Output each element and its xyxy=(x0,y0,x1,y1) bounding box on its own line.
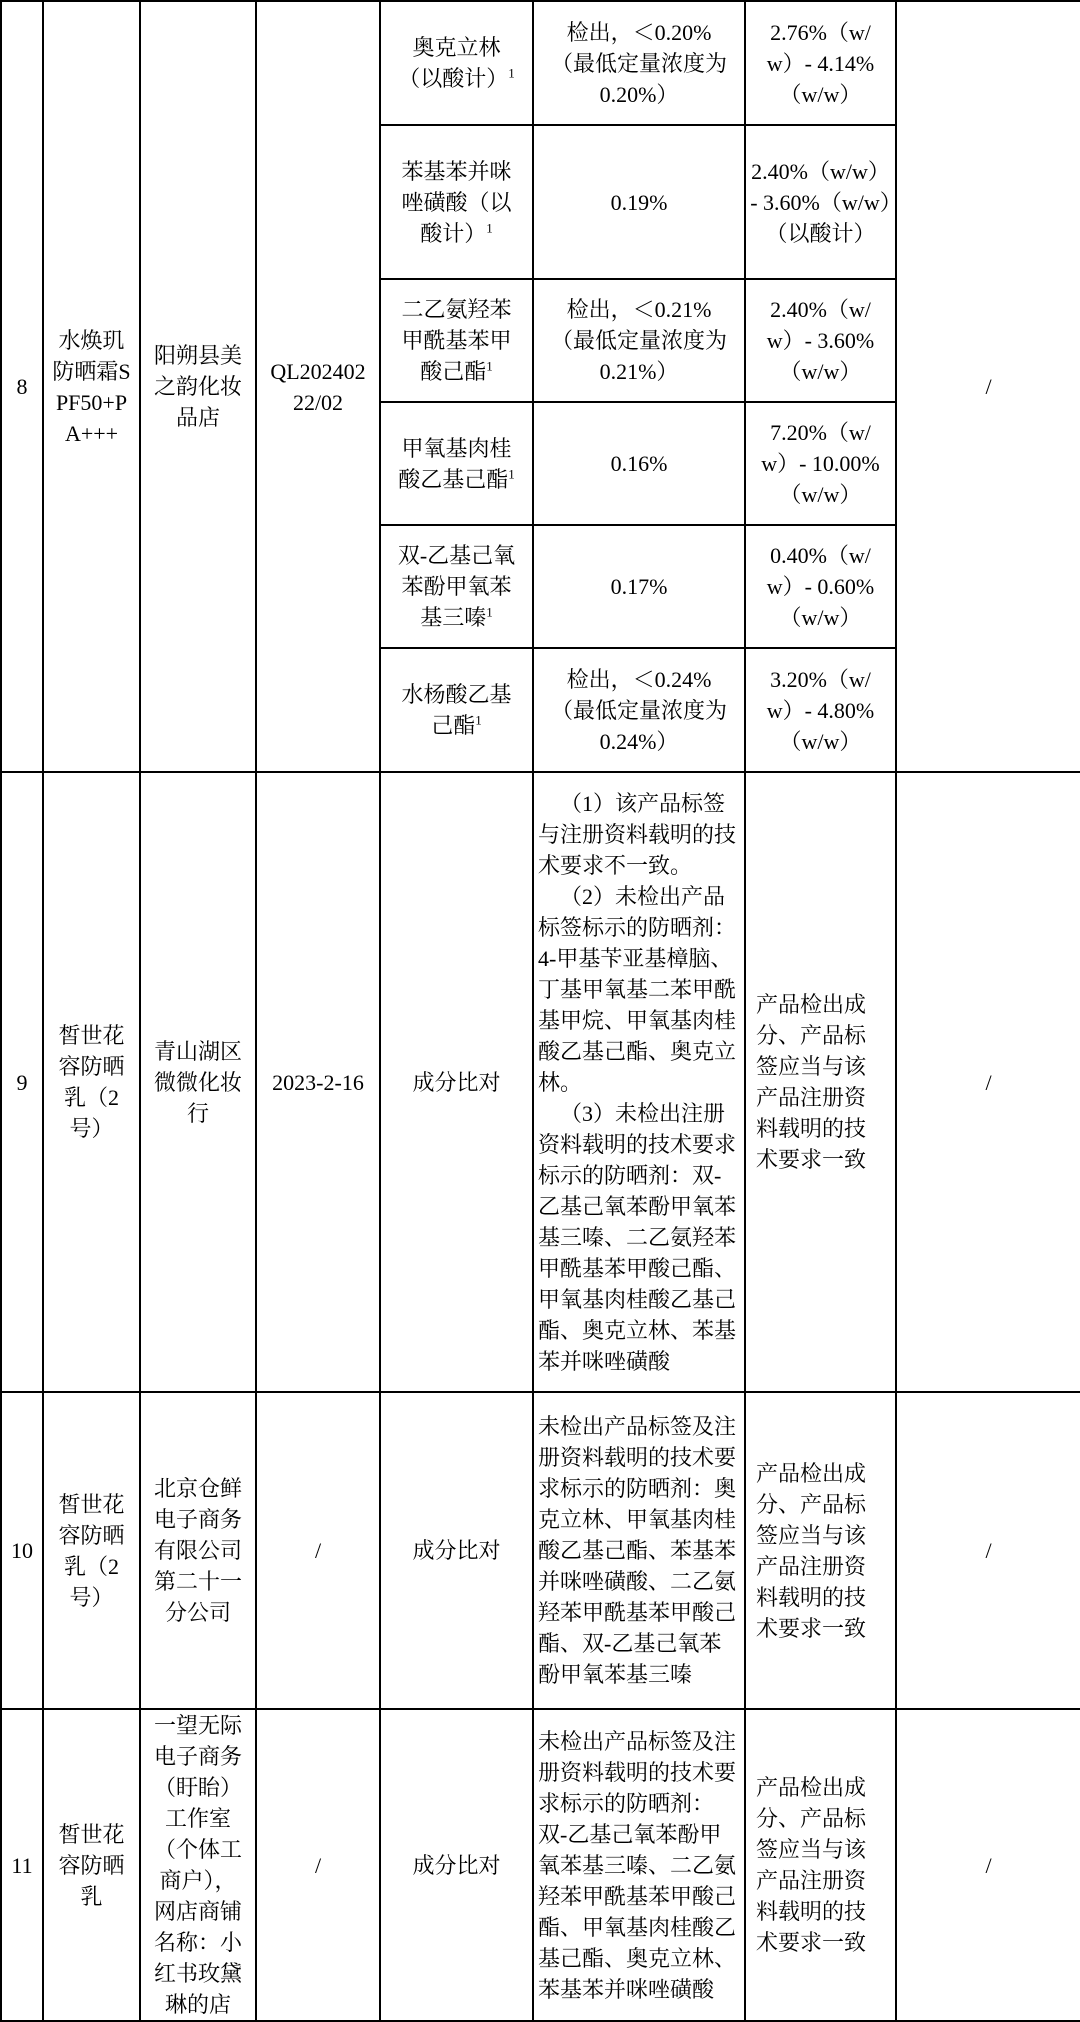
table-row xyxy=(1,1392,1080,1709)
detected-value-cell: 0.19% xyxy=(533,125,745,279)
detected-value-cell: 检出，＜0.20%（最低定量浓度为0.20%） xyxy=(533,1,745,125)
table-row xyxy=(1,1,1080,125)
footnote-mark: 1 xyxy=(486,358,493,374)
test-item-cell xyxy=(380,525,533,648)
detected-text: 未检出产品标签及注册资料载明的技术要求标示的防晒剂：双-乙基己氧苯酚甲氧苯基三嗪、二乙氨羟苯甲酰基苯甲酸己酯、甲氧基肉桂酸乙基己酯、奥克立林、苯基苯并咪唑磺酸 xyxy=(538,1728,737,2002)
standard-text: 产品检出成分、产品标签应当与该产品注册资料载明的技术要求一致 xyxy=(756,1460,867,1641)
seller-cell: 青山湖区微微化妆行 xyxy=(140,772,256,1392)
detected-note-3: （3）未检出注册资料载明的技术要求标示的防晒剂：双-乙基己氧苯酚甲氧苯基三嗪、二乙氨羟苯甲酰基苯甲酸己酯、甲氧基肉桂酸乙基己酯、奥克立林、苯基苯并咪唑磺酸 xyxy=(538,1100,737,1374)
detected-value-cell: 0.17% xyxy=(533,525,745,648)
footnote-mark: 1 xyxy=(486,604,493,620)
row-number-cell: 9 xyxy=(1,772,43,1392)
standard-value-cell: 2.40%（w/w）- 3.60%（w/w）（以酸计） xyxy=(745,125,896,279)
detected-value-cell xyxy=(533,1392,745,1709)
standard-value-cell xyxy=(745,1709,896,2021)
footnote-mark: 1 xyxy=(508,466,515,482)
test-item-cell: 成分比对 xyxy=(380,772,533,1392)
row-number-cell: 10 xyxy=(1,1392,43,1709)
detected-note-2: （2）未检出产品标签标示的防晒剂：4-甲基苄亚基樟脑、丁基甲氧基二苯甲酰基甲烷、甲氧基肉桂酸乙基己酯、奥克立林。 xyxy=(538,883,737,1095)
test-item-cell xyxy=(380,648,533,772)
seller-cell: 北京仓鲜电子商务有限公司第二十一分公司 xyxy=(140,1392,256,1709)
batch-cell: / xyxy=(256,1709,380,2021)
row-number-cell: 11 xyxy=(1,1709,43,2021)
batch-cell: QL20240222/02 xyxy=(256,1,380,772)
detected-value-cell xyxy=(533,1709,745,2021)
test-item-name: 甲氧基肉桂酸乙基己酯 xyxy=(398,435,512,492)
table-row xyxy=(1,772,1080,1392)
test-item-name: 苯基苯并咪唑磺酸（以酸计） xyxy=(401,158,512,246)
standard-text: 产品检出成分、产品标签应当与该产品注册资料载明的技术要求一致 xyxy=(756,1775,867,1955)
detected-value-cell: 检出，＜0.24%（最低定量浓度为0.24%） xyxy=(533,648,745,772)
standard-value-cell: 3.20%（w/w）- 4.80%（w/w） xyxy=(745,648,896,772)
product-name-cell: 皙世花容防晒乳（2号） xyxy=(43,772,140,1392)
test-item-name: 双-乙基己氧苯酚甲氧苯基三嗪 xyxy=(397,543,516,630)
seller-cell: 一望无际电子商务（盱眙）工作室（个体工商户），网店商铺名称：小红书玫黛琳的店 xyxy=(140,1709,256,2021)
test-item-cell xyxy=(380,125,533,279)
result-cell: / xyxy=(896,1,1080,772)
standard-value-cell: 2.40%（w/w）- 3.60%（w/w） xyxy=(745,279,896,402)
result-cell: / xyxy=(896,772,1080,1392)
test-item-cell xyxy=(380,279,533,402)
result-cell: / xyxy=(896,1709,1080,2021)
test-item-cell: 成分比对 xyxy=(380,1709,533,2021)
table-row xyxy=(1,1709,1080,2021)
detected-value-cell: 0.16% xyxy=(533,402,745,525)
product-name-cell: 皙世花容防晒乳（2号） xyxy=(43,1392,140,1709)
detected-note-1: （1）该产品标签与注册资料载明的技术要求不一致。 xyxy=(538,790,737,878)
product-name-cell: 水焕玑防晒霜SPF50+PA+++ xyxy=(43,1,140,772)
detected-value-cell: 检出，＜0.21%（最低定量浓度为0.21%） xyxy=(533,279,745,402)
test-item-name: 二乙氨羟苯甲酰基苯甲酸己酯 xyxy=(401,297,512,384)
footnote-mark: 1 xyxy=(475,712,482,728)
product-name-cell: 皙世花容防晒乳 xyxy=(43,1709,140,2021)
batch-cell: / xyxy=(256,1392,380,1709)
footnote-mark: 1 xyxy=(486,220,493,236)
standard-value-cell xyxy=(745,1392,896,1709)
test-item-cell xyxy=(380,402,533,525)
test-item-cell: 成分比对 xyxy=(380,1392,533,1709)
test-item-name: 奥克立林（以酸计） xyxy=(398,35,509,91)
footnote-mark: 1 xyxy=(508,65,515,81)
test-item-name: 水杨酸乙基己酯 xyxy=(401,682,512,738)
test-item-cell xyxy=(380,1,533,125)
detected-text: 未检出产品标签及注册资料载明的技术要求标示的防晒剂：奥克立林、甲氧基肉桂酸乙基己酯、苯基苯并咪唑磺酸、二乙氨羟苯甲酰基苯甲酸己酯、双-乙基己氧苯酚甲氧苯基三嗪 xyxy=(538,1414,737,1687)
seller-cell: 阳朔县美之韵化妆品店 xyxy=(140,1,256,772)
row-number-cell: 8 xyxy=(1,1,43,772)
detected-value-cell xyxy=(533,772,745,1392)
batch-cell: 2023-2-16 xyxy=(256,772,380,1392)
standard-value-cell: 2.76%（w/w）- 4.14%（w/w） xyxy=(745,1,896,125)
standard-value-cell: 7.20%（w/w）- 10.00%（w/w） xyxy=(745,402,896,525)
standard-value-cell xyxy=(745,772,896,1392)
standard-value-cell: 0.40%（w/w）- 0.60%（w/w） xyxy=(745,525,896,648)
result-cell: / xyxy=(896,1392,1080,1709)
standard-text: 产品检出成分、产品标签应当与该产品注册资料载明的技术要求一致 xyxy=(756,992,867,1172)
